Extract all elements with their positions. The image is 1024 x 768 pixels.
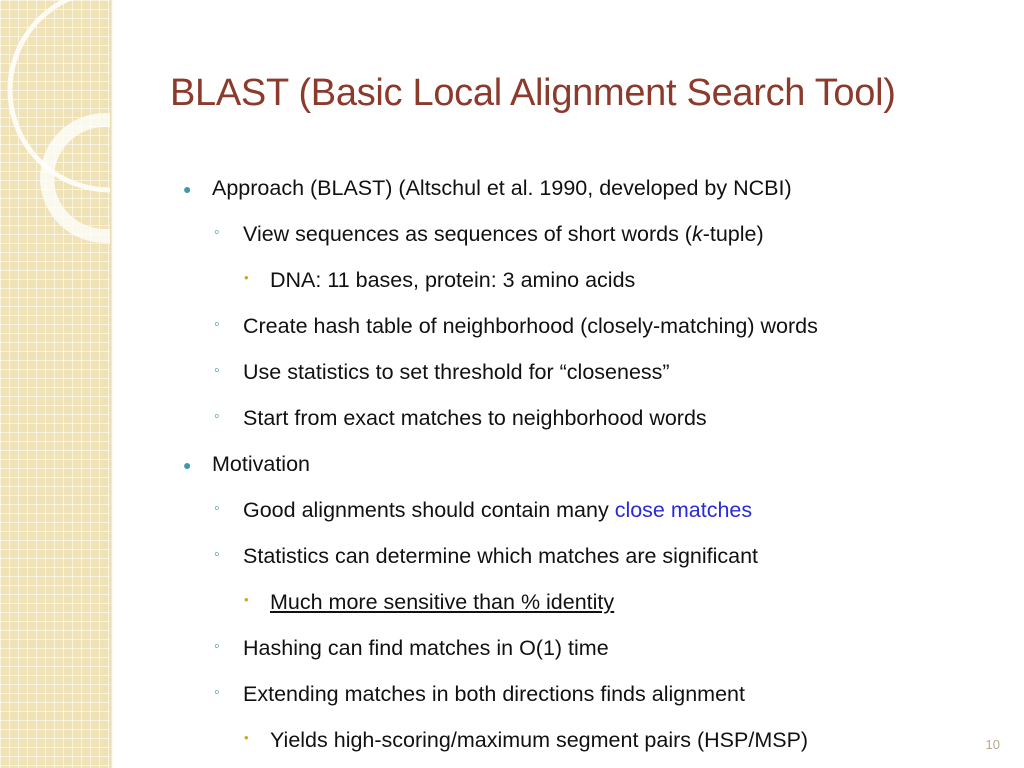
decorative-circle-small — [47, 120, 113, 236]
bullet-small-dot-icon: • — [244, 270, 249, 285]
bullet-ring-icon: ◦ — [214, 224, 220, 241]
list-item — [180, 674, 1000, 720]
list-item-text-italic: k — [691, 222, 703, 246]
panel-edge — [110, 0, 113, 768]
list-item — [180, 260, 1000, 306]
list-item-text: Create hash table of neighborhood (closely-matching) words — [243, 314, 818, 338]
list-item-text: Hashing can find matches in O(1) time — [243, 636, 609, 660]
list-item — [180, 352, 1000, 398]
bullet-ring-icon: ◦ — [214, 638, 220, 655]
decorative-circle-large — [10, 0, 113, 190]
bullet-ring-icon: ◦ — [214, 546, 220, 563]
list-item-text: Use statistics to set threshold for “closeness” — [243, 360, 670, 384]
decorative-side-panel — [0, 0, 113, 768]
list-item-text: -tuple) — [702, 222, 764, 246]
list-item-text: Motivation — [212, 452, 310, 476]
list-item — [180, 398, 1000, 444]
list-item — [180, 490, 1000, 536]
list-item — [180, 168, 1000, 214]
list-item — [180, 536, 1000, 582]
page-number: 10 — [985, 737, 1000, 752]
list-item-text: DNA: 11 bases, protein: 3 amino acids — [270, 268, 636, 292]
slide-title: BLAST (Basic Local Alignment Search Tool) — [170, 72, 896, 114]
bullet-ring-icon: ◦ — [214, 362, 220, 379]
bullet-list — [180, 168, 1000, 766]
list-item — [180, 628, 1000, 674]
bullet-ring-icon: ◦ — [214, 408, 220, 425]
list-item — [180, 444, 1000, 490]
decorative-circles — [0, 0, 113, 768]
bullet-ring-icon: ◦ — [214, 316, 220, 333]
bullet-small-dot-icon: • — [244, 730, 249, 745]
list-item-text: Extending matches in both directions finds alignment — [243, 682, 745, 706]
list-item-text: Statistics can determine which matches are significant — [243, 544, 759, 568]
list-item-text: Yields high-scoring/maximum segment pairs (HSP/MSP) — [270, 728, 809, 752]
bullet-ring-icon: ◦ — [214, 500, 220, 517]
list-item-text: Approach (BLAST) (Altschul et al. 1990, developed by NCBI) — [212, 176, 792, 200]
list-item-text: View sequences as sequences of short words ( — [243, 222, 692, 246]
list-item-text: Good alignments should contain many — [243, 498, 615, 522]
bullet-dot-icon: ● — [183, 181, 192, 197]
list-item — [180, 582, 1000, 628]
list-item — [180, 306, 1000, 352]
highlighted-text: close matches — [614, 498, 753, 522]
bullet-dot-icon: ● — [183, 457, 192, 473]
underlined-text: Much more sensitive than % identity — [270, 590, 615, 614]
list-item — [180, 720, 1000, 766]
list-item — [180, 214, 1000, 260]
list-item-text: Start from exact matches to neighborhood words — [243, 406, 707, 430]
bullet-ring-icon: ◦ — [214, 684, 220, 701]
bullet-small-dot-icon: • — [244, 592, 249, 607]
